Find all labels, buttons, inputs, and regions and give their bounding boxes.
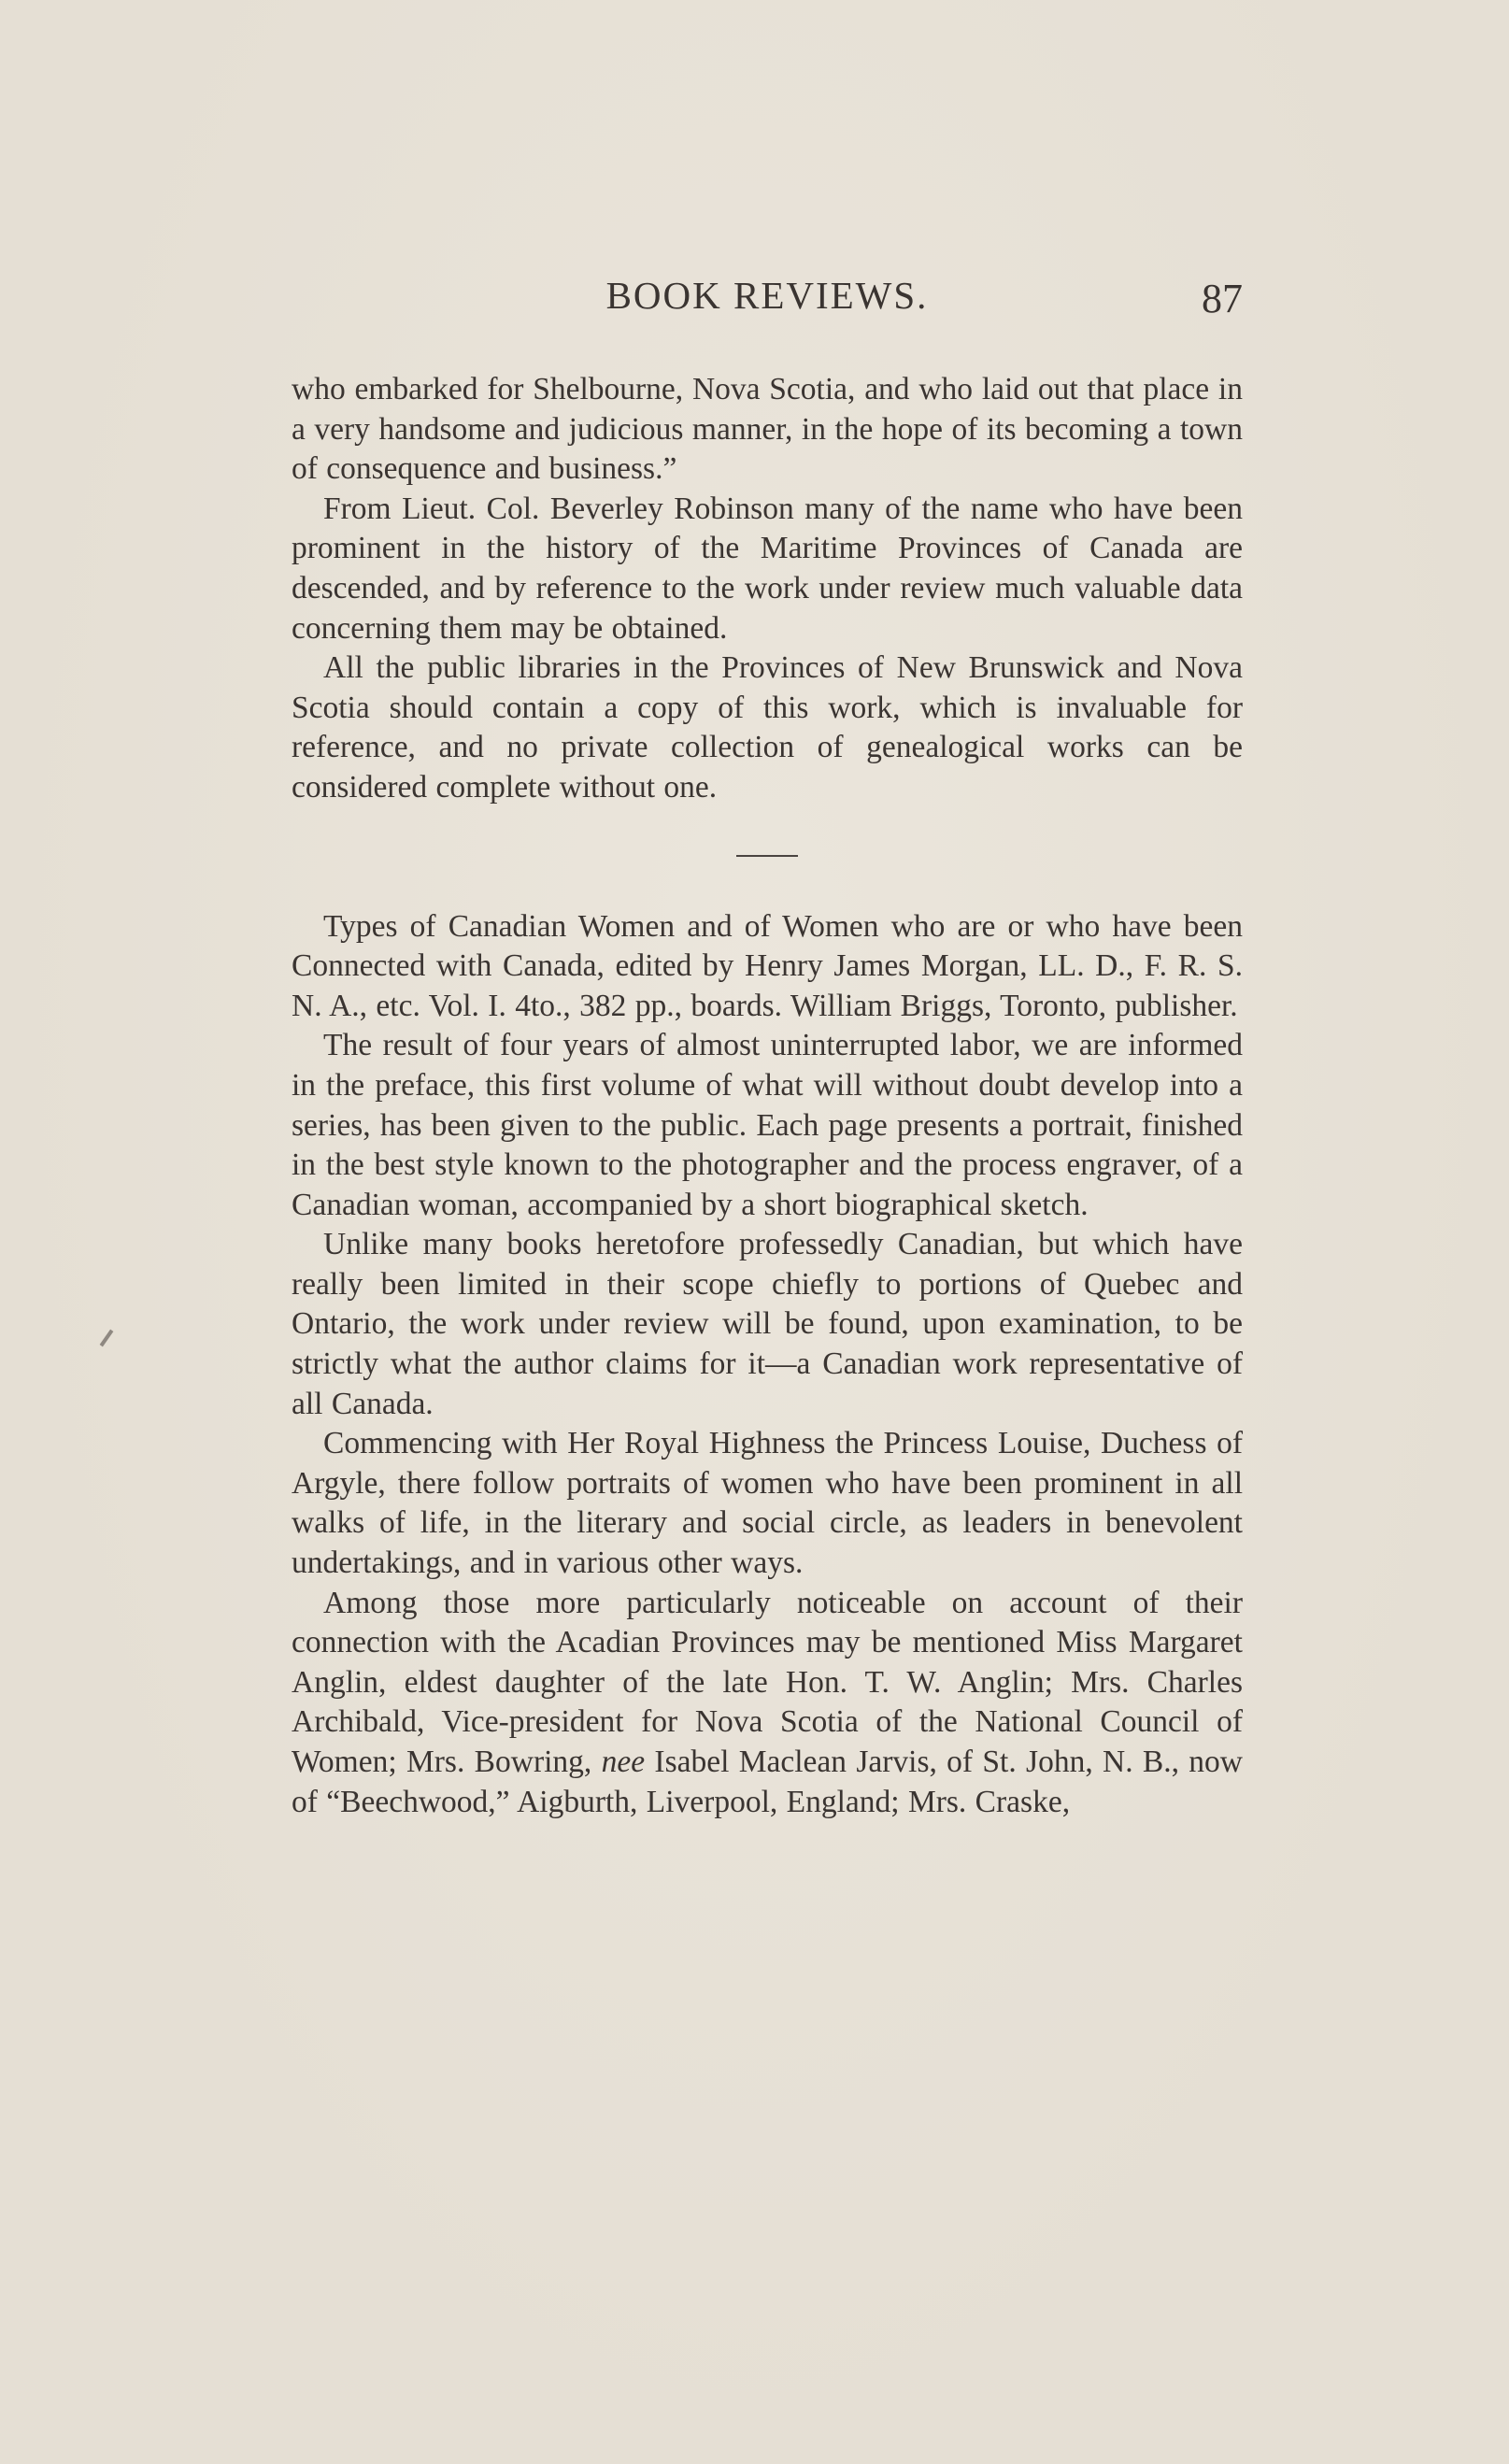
paragraph	[292, 1584, 1243, 1823]
text-body	[292, 370, 1243, 1822]
italic-word: nee	[601, 1745, 646, 1779]
running-title: BOOK REVIEWS.	[605, 274, 929, 317]
paragraph: Commencing with Her Royal Highness the Princess Louise, Duchess of Argyle, there follow portraits of women who have been prominent in all walks of life, in the literary and social circle, as leaders in benevolent undertakings, and in various other ways.	[292, 1426, 1243, 1581]
paragraph: The result of four years of almost uninterrupted labor, we are informed in the preface, this first volume of what will without doubt develop into a series, has been given to the public. Each page presents a portrait, finished in the best style known to the photographer and the process engraver, of a Canadian woman, accompanied by a short biographical sketch.	[292, 1028, 1243, 1222]
section-divider	[736, 855, 798, 857]
text-run: Among those more particularly noticeable on account of their connection with the Acadian Provinces may be mentioned Miss Margaret Anglin, eldest daughter of the late Hon. T. W. Anglin; Mrs. Charles Archibald, Vice-president for Nova Scotia of the National Council of Women; Mrs. Bowring,	[292, 1585, 1243, 1779]
text-run: Isabel Maclean Jarvis, of St. John, N. B., now of “Beechwood,” Aigburth, Liverpool, England; Mrs. Craske,	[292, 1745, 1243, 1819]
page-number: 87	[1202, 276, 1243, 321]
paragraph: From Lieut. Col. Beverley Robinson many of the name who have been prominent in the history of the Maritime Provinces of Canada are descended, and by reference to the work under review much valuable data concerning them may be obtained.	[292, 491, 1243, 646]
pencil-mark	[100, 1330, 114, 1347]
review-citation: Types of Canadian Women and of Women who are or who have been Connected with Canada, edited by Henry James Morgan, LL. D., F. R. S. N. A., etc. Vol. I. 4to., 382 pp., boards. William Briggs, Toronto, publisher.	[292, 908, 1243, 1023]
page-header	[292, 273, 1243, 329]
continued-paragraph: who embarked for Shelbourne, Nova Scotia, and who laid out that place in a very handsome and judicious manner, in the hope of its becoming a town of consequence and business.”	[292, 372, 1243, 487]
paragraph: Unlike many books heretofore professedly Canadian, but which have really been limited in their scope chiefly to portions of Quebec and Ontario, the work under review will be found, upon examination, to be strictly what the author claims for it—a Canadian work representative of all Canada.	[292, 1227, 1243, 1421]
paragraph: All the public libraries in the Provinces of New Brunswick and Nova Scotia should contain a copy of this work, which is invaluable for reference, and no private collection of genealogical works can be considered complete without one.	[292, 650, 1243, 805]
